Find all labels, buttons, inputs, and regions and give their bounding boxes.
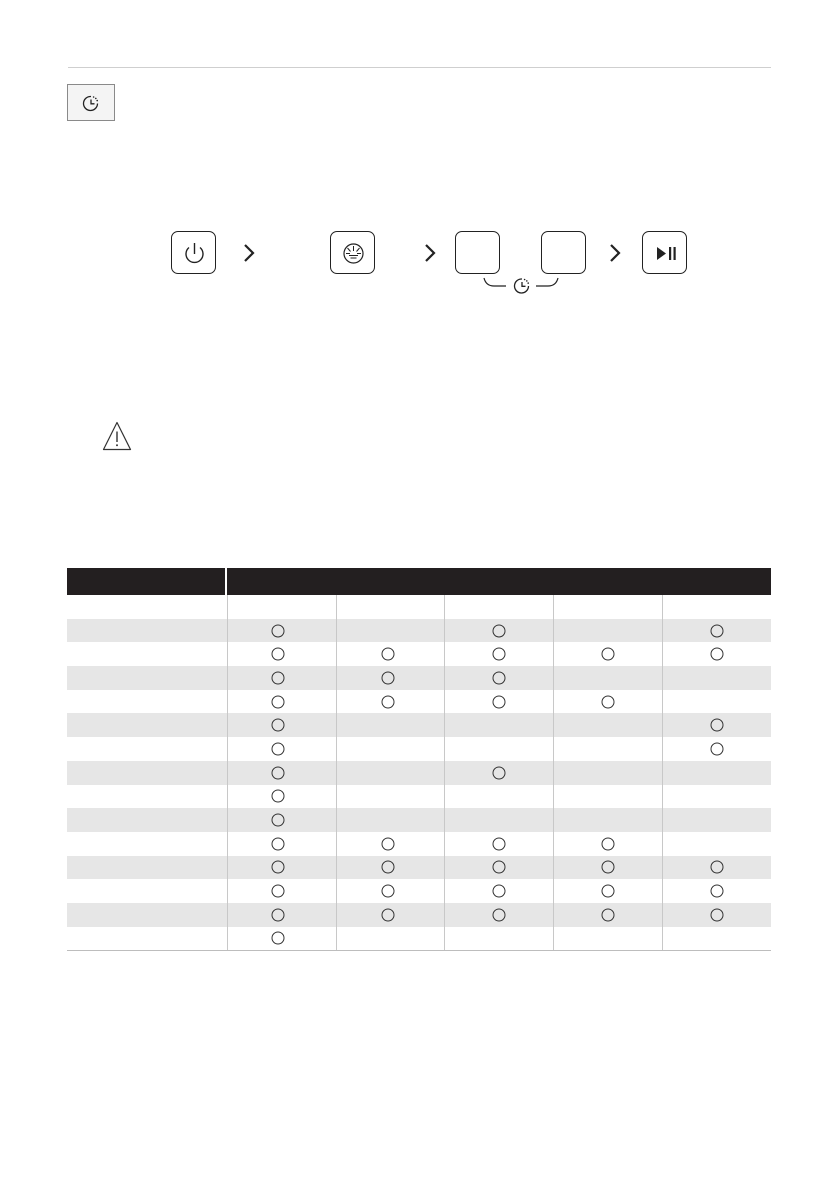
option-marker (602, 908, 615, 921)
column-divider (444, 595, 445, 950)
option-marker (602, 861, 615, 874)
table-row (67, 879, 771, 903)
table-header (67, 568, 771, 595)
table-row (67, 856, 771, 880)
option-marker (711, 624, 724, 637)
option-marker (272, 837, 285, 850)
option-marker (493, 624, 506, 637)
table-row (67, 690, 771, 714)
option-marker (711, 885, 724, 898)
option-marker (493, 695, 506, 708)
option-marker (272, 671, 285, 684)
option-marker (272, 648, 285, 661)
table-row (67, 713, 771, 737)
option-marker (711, 648, 724, 661)
program-selector[interactable] (330, 231, 375, 274)
option-marker (711, 861, 724, 874)
option-marker (272, 790, 285, 803)
option-marker (711, 742, 724, 755)
table-row (67, 642, 771, 666)
option-marker (711, 908, 724, 921)
option-marker (272, 719, 285, 732)
table-row (67, 737, 771, 761)
option-marker (382, 837, 395, 850)
table-row (67, 785, 771, 809)
option-marker (493, 766, 506, 779)
table-bottom-rule (67, 950, 771, 951)
option-marker (382, 648, 395, 661)
chevron-right-icon (608, 243, 622, 263)
program-sequence (0, 0, 839, 320)
warning-triangle-icon (101, 420, 133, 452)
option-marker (382, 695, 395, 708)
start-pause-icon (643, 232, 688, 275)
chevron-right-icon (242, 243, 256, 263)
option-marker (493, 885, 506, 898)
delay-timer-bracket (478, 274, 564, 296)
table-row (67, 595, 771, 619)
power-icon (172, 232, 217, 275)
option-marker (493, 908, 506, 921)
option-marker (382, 885, 395, 898)
option-marker (602, 885, 615, 898)
option-marker (602, 695, 615, 708)
option-marker (272, 885, 285, 898)
program-options-table (67, 568, 771, 950)
column-divider (662, 595, 663, 950)
start-pause-button[interactable] (642, 231, 687, 274)
option-marker (272, 695, 285, 708)
table-body (67, 595, 771, 950)
option-marker (272, 908, 285, 921)
option-marker (382, 671, 395, 684)
column-divider (553, 595, 554, 950)
option-marker (272, 624, 285, 637)
option-marker (382, 861, 395, 874)
power-button[interactable] (171, 231, 216, 274)
table-row (67, 832, 771, 856)
option-marker (493, 648, 506, 661)
delay-timer-icon (515, 279, 530, 293)
option-marker (272, 814, 285, 827)
time-set-key-2[interactable] (541, 231, 586, 274)
chevron-right-icon (423, 243, 437, 263)
option-marker (382, 908, 395, 921)
option-marker (493, 671, 506, 684)
table-row (67, 761, 771, 785)
table-row (67, 666, 771, 690)
option-marker (493, 837, 506, 850)
option-marker (272, 932, 285, 945)
column-divider (336, 595, 337, 950)
program-dial-icon (331, 232, 376, 275)
option-marker (272, 861, 285, 874)
table-row (67, 619, 771, 643)
header-divider (225, 568, 227, 595)
option-marker (711, 719, 724, 732)
option-marker (272, 766, 285, 779)
table-row (67, 927, 771, 951)
option-marker (272, 742, 285, 755)
table-row (67, 903, 771, 927)
time-set-key-1[interactable] (455, 231, 500, 274)
column-divider (227, 595, 228, 950)
option-marker (602, 837, 615, 850)
option-marker (493, 861, 506, 874)
table-row (67, 808, 771, 832)
option-marker (602, 648, 615, 661)
